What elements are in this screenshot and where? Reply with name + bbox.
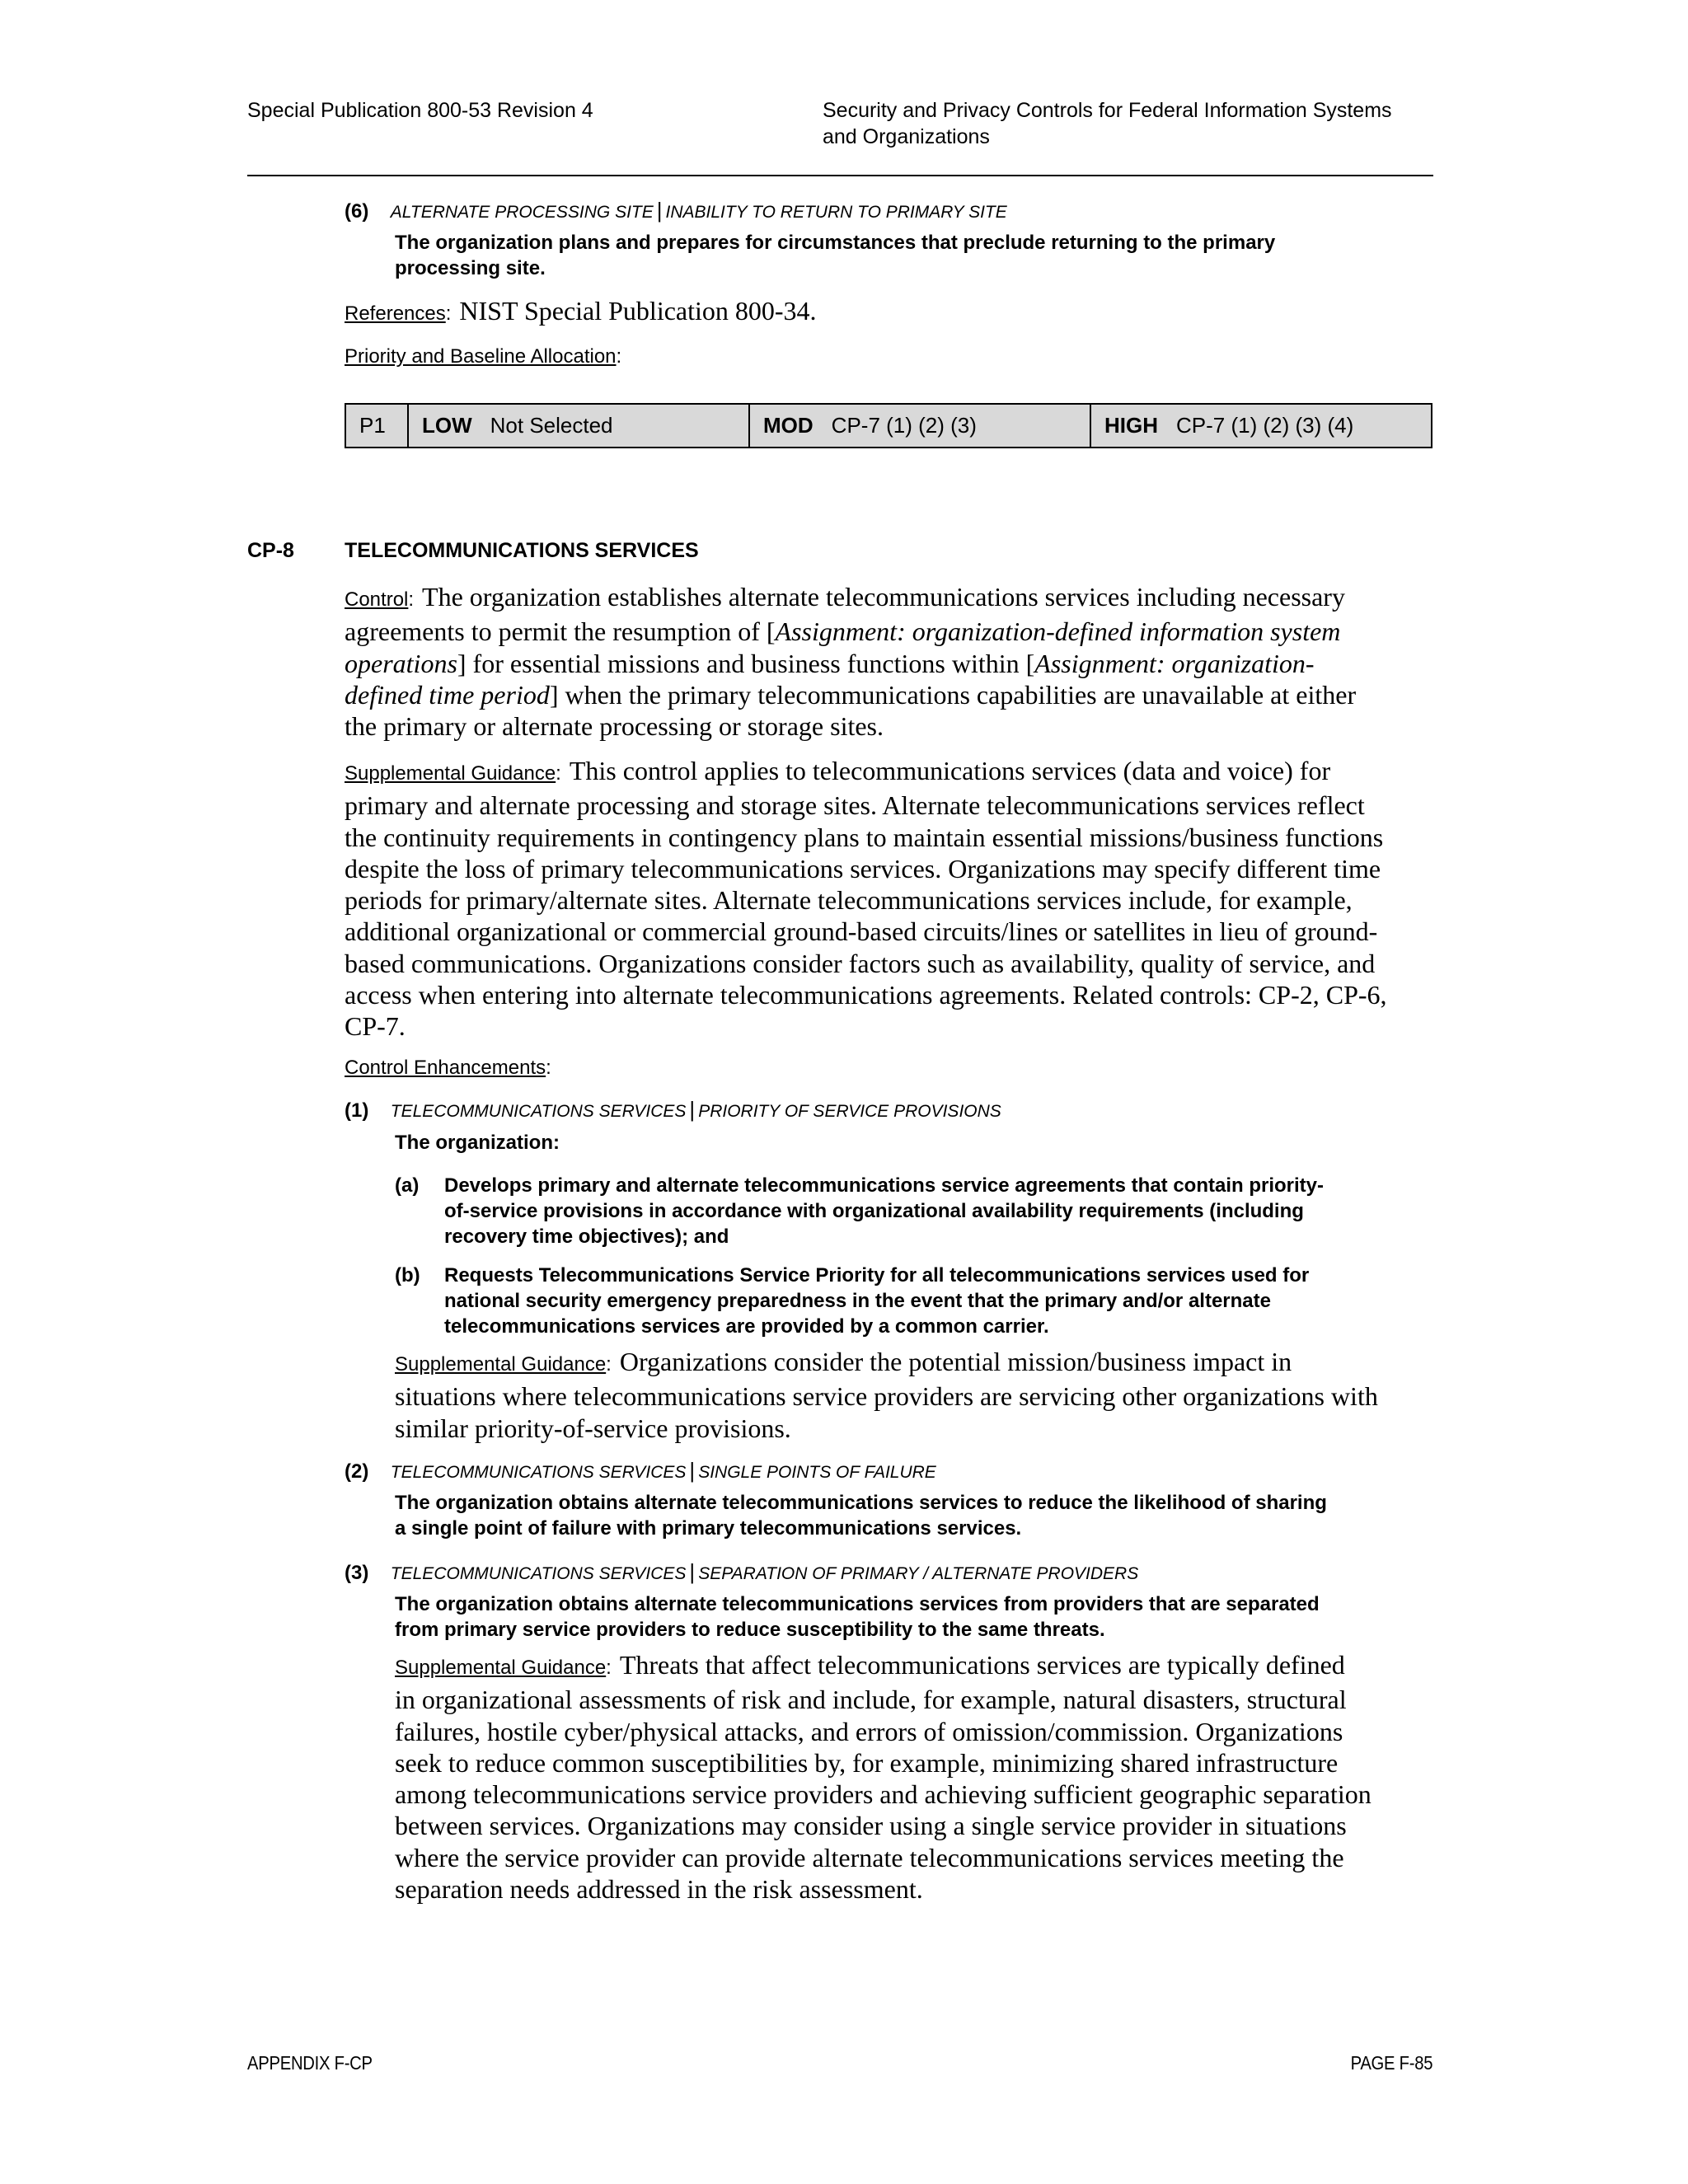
enhancement-1-item-a-letter: (a) xyxy=(395,1174,420,1197)
enhancement-2-heading: (2) TELECOMMUNICATIONS SERVICES | SINGLE POINTS OF FAILURE xyxy=(345,1458,936,1483)
enhancement-1-item-b: Requests Telecommunications Service Priority for all telecommunications services used for national security emergency preparedness in the event that the primary and/or alternate telecommunications services are provided by a common carrier. xyxy=(444,1264,1310,1338)
baseline-allocation-table xyxy=(345,403,1432,448)
footer-right: PAGE F-85 xyxy=(1350,2052,1432,2074)
enhancement-1-heading: (1) TELECOMMUNICATIONS SERVICES | PRIORITY OF SERVICE PROVISIONS xyxy=(345,1097,1001,1122)
header-left: Special Publication 800-53 Revision 4 xyxy=(247,99,593,122)
cp7-enhancement-6-text: The organization plans and prepares for circumstances that preclude returning to the primary processing site. xyxy=(395,232,1276,279)
cp7-enhancement-6-heading xyxy=(345,198,1007,225)
footer-left: APPENDIX F-CP xyxy=(247,2052,373,2074)
enhancement-1-supplemental-guidance: Supplemental Guidance: Organizations consider the potential mission/business impact in situations where telecommunications service providers are servicing other organizations with similar priority-of-service provisions. xyxy=(395,1347,1378,1443)
priority-baseline-label: Priority and Baseline Allocation: xyxy=(345,345,622,368)
control-label: Control xyxy=(345,588,409,611)
header-right-line2: and Organizations xyxy=(823,125,990,148)
low-baseline-cell: LOW Not Selected xyxy=(409,405,750,447)
enhancement-title: ALTERNATE PROCESSING SITE | INABILITY TO RETURN TO PRIMARY SITE xyxy=(390,198,1007,223)
header-right xyxy=(823,97,1392,150)
references: References: NIST Special Publication 800-34. xyxy=(345,296,817,326)
mod-baseline-cell: MOD CP-7 (1) (2) (3) xyxy=(750,405,1091,447)
enhancement-3-text: The organization obtains alternate telecommunications services from providers that are separated from primary service providers to reduce susceptibility to the same threats. xyxy=(395,1593,1320,1641)
enhancement-1-intro: The organization: xyxy=(395,1132,560,1154)
control-statement: Control: The organization establishes alternate telecommunications services including necessary agreements to permit the resumption of [Assignment: organization-defined information system operations] for essential missions and business functions within [Assignment: organization- defined time period] when the primary telecommunications capabilities are unavailable at either the primary or alternate processing or storage sites. xyxy=(345,582,1357,742)
control-id: CP-8 xyxy=(247,539,294,562)
enhancement-1-item-b-letter: (b) xyxy=(395,1264,420,1286)
header-right-line1: Security and Privacy Controls for Federal Information Systems xyxy=(823,99,1392,122)
references-label: References xyxy=(345,302,446,325)
high-baseline-cell: HIGH CP-7 (1) (2) (3) (4) xyxy=(1104,413,1354,438)
header-rule xyxy=(247,175,1433,176)
supplemental-guidance-label: Supplemental Guidance xyxy=(345,762,556,785)
enhancement-1-item-a: Develops primary and alternate telecommunications service agreements that contain priority- of-service provisions in accordance with organizational availability requirements (including recovery time objectives); and xyxy=(444,1174,1325,1248)
supplemental-guidance: Supplemental Guidance: This control applies to telecommunications services (data and voice) for primary and alternate processing and storage sites. Alternate telecommunications services reflect the continuity requirements in contingency plans to maintain essential missions/business functions despite the loss of primary telecommunications services. Organizations may specify different time periods for primary/alternate sites. Alternate telecommunications services include, for example, additional organizational or commercial ground-based circuits/lines or satellites in lieu of ground- based communications. Organizations consider factors such as availability, quality of service, and access when entering into alternate telecommunications agreements. Related controls: CP-2, CP-6, CP-7. xyxy=(345,756,1387,1042)
enhancement-2-text: The organization obtains alternate telecommunications services to reduce the likelihood of sharing a single point of failure with primary telecommunications services. xyxy=(395,1492,1327,1540)
enhancement-3-heading: (3) TELECOMMUNICATIONS SERVICES | SEPARATION OF PRIMARY / ALTERNATE PROVIDERS xyxy=(345,1559,1139,1584)
priority-cell: P1 xyxy=(346,405,409,447)
control-enhancements-label: Control Enhancements: xyxy=(345,1057,551,1079)
enhancement-3-supplemental-guidance: Supplemental Guidance: Threats that affect telecommunications services are typically defined in organizational assessments of risk and include, for example, natural disasters, structural failures, hostile cyber/physical attacks, and errors of omission/commission. Organizations seek to reduce common susceptibilities by, for example, minimizing shared infrastructure among telecommunications service providers and achieving sufficient geographic separation between services. Organizations may consider using a single service provider in situations where the service provider can provide alternate telecommunications services meeting the separation needs addressed in the risk assessment. xyxy=(395,1650,1372,1905)
control-title: TELECOMMUNICATIONS SERVICES xyxy=(345,539,699,562)
references-text: NIST Special Publication 800-34. xyxy=(459,296,817,326)
enhancement-number: (6) xyxy=(345,200,369,223)
